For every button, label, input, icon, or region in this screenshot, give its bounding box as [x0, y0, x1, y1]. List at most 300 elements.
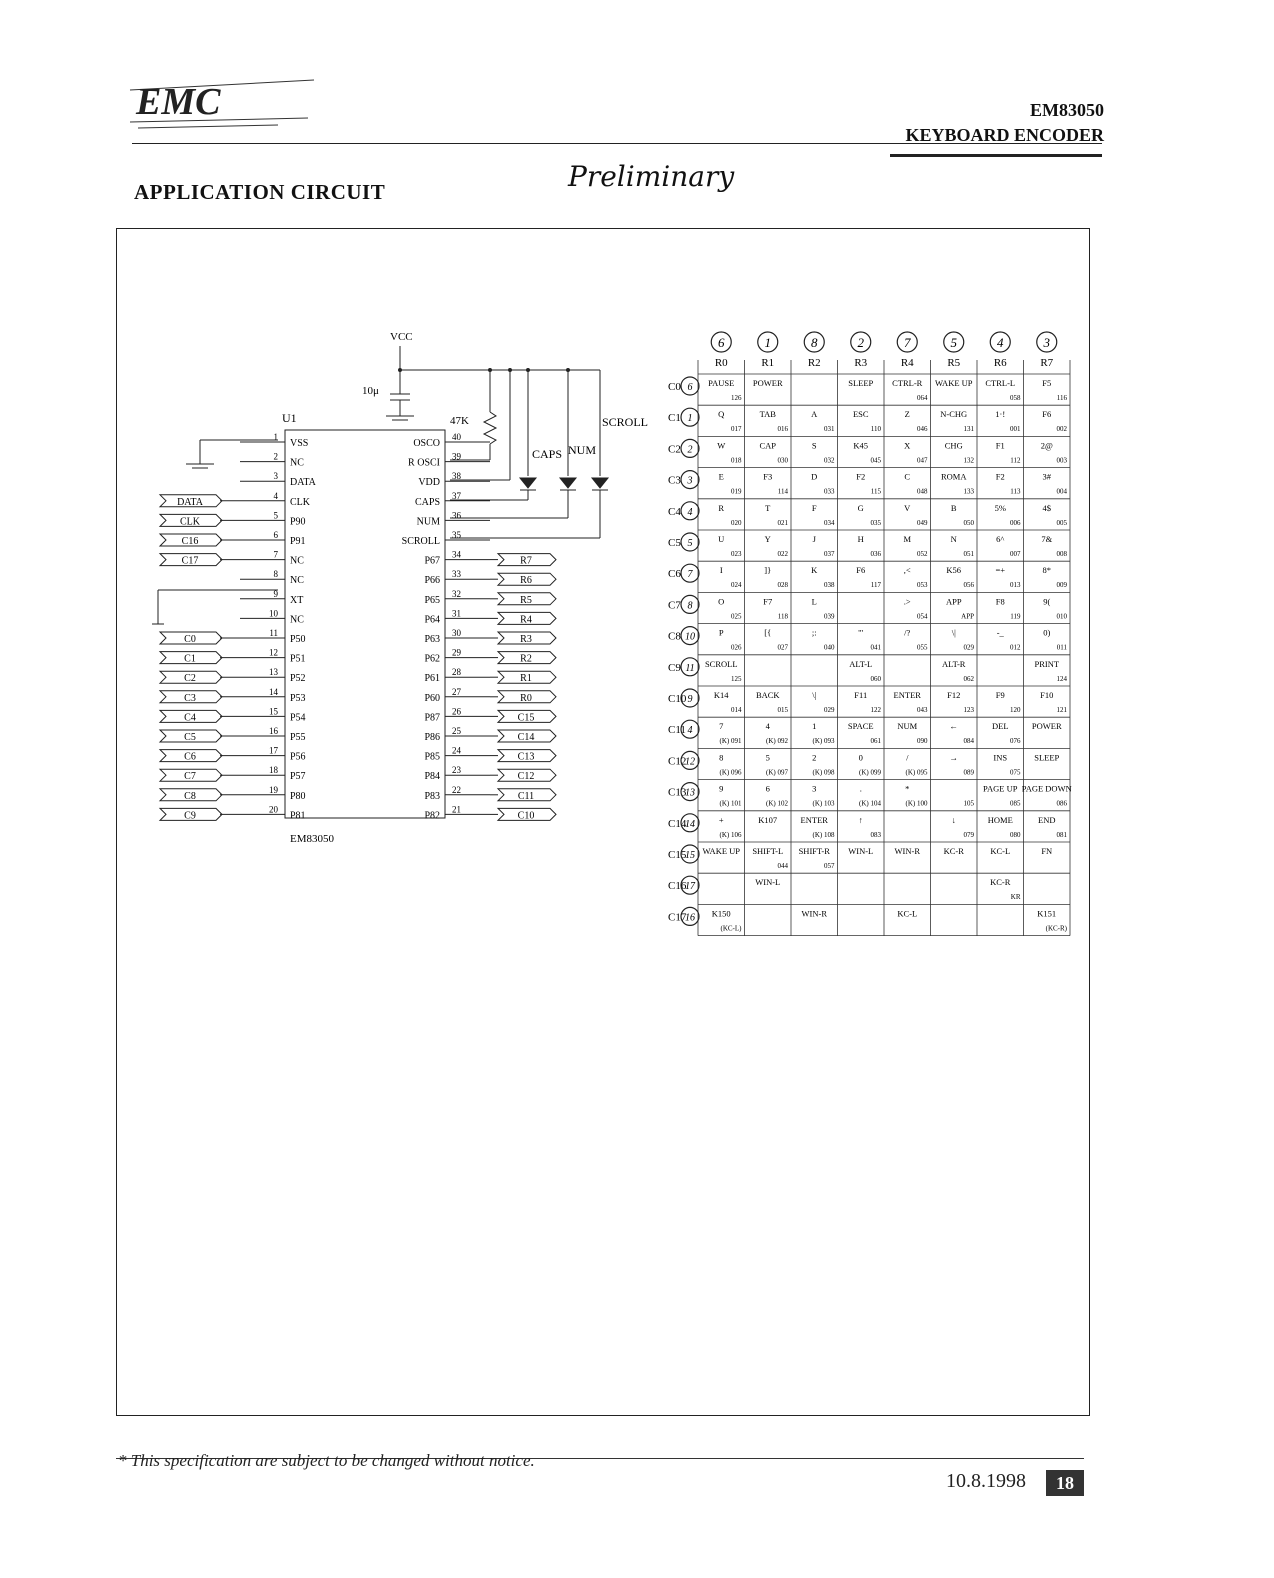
key-code: (K) 098	[812, 768, 835, 777]
pin-number: 22	[452, 784, 461, 795]
pin-number: 33	[452, 569, 461, 580]
row-label: C3	[668, 474, 681, 487]
pin-number: 35	[452, 530, 461, 540]
key-code: 122	[870, 706, 881, 714]
key-name: WIN-L	[848, 846, 874, 856]
row-mark: 6	[687, 382, 693, 393]
key-code: 019	[731, 487, 742, 496]
row-label: C2	[668, 443, 681, 456]
key-code: 119	[1010, 612, 1021, 621]
key-code: 007	[1010, 550, 1021, 558]
net-label: C6	[184, 751, 196, 763]
key-code: 024	[731, 581, 742, 590]
key-name: /?	[904, 627, 911, 638]
column-mark: 2	[857, 335, 864, 350]
key-name: V	[904, 502, 911, 513]
pin-name: NC	[290, 457, 304, 469]
key-code: 047	[917, 456, 928, 465]
key-name: POWER	[752, 378, 783, 388]
net-label: R7	[520, 555, 532, 567]
pin-name: XT	[290, 594, 304, 606]
document-subtitle: KEYBOARD ENCODER	[905, 125, 1104, 145]
key-name: 7&	[1041, 534, 1053, 544]
key-code: 032	[824, 456, 835, 465]
net-label: C13	[517, 751, 535, 763]
key-name: K150	[711, 908, 731, 919]
row-label: C4	[668, 505, 681, 518]
key-code: KR	[1010, 893, 1021, 902]
pin-number: 24	[452, 745, 461, 756]
key-code: 113	[1010, 487, 1021, 496]
key-name: 8	[719, 752, 724, 763]
key-name: K56	[946, 565, 962, 576]
key-code: 116	[1056, 394, 1067, 402]
pin-number: 5	[273, 510, 278, 521]
key-code: 022	[777, 550, 788, 558]
pin-name: P62	[424, 653, 440, 665]
resistor-label: 47K	[450, 415, 469, 427]
key-code: (K) 096	[719, 768, 742, 777]
key-code: 045	[870, 456, 881, 465]
key-name: Q	[718, 409, 725, 420]
pin-number: 10	[269, 608, 278, 619]
pin-name: P86	[424, 732, 440, 743]
key-code: (K) 108	[812, 830, 835, 839]
net-label: C3	[184, 692, 196, 704]
key-name: \|	[951, 627, 956, 638]
key-code: 057	[824, 862, 835, 870]
key-code: 114	[777, 487, 788, 496]
key-name: SCROLL	[704, 658, 738, 669]
key-name: SLEEP	[848, 378, 874, 388]
key-name: POWER	[1031, 721, 1062, 732]
key-name: WIN-L	[755, 877, 781, 888]
key-name: 3	[812, 783, 817, 794]
row-mark: 5	[687, 538, 693, 549]
pin-number: 30	[452, 628, 461, 638]
net-label: R2	[520, 653, 532, 665]
net-label: R5	[520, 594, 532, 606]
key-code: (K) 093	[812, 737, 835, 746]
pin-number: 1	[273, 432, 278, 442]
row-label: C6	[668, 568, 681, 581]
key-code: (K) 106	[719, 830, 742, 839]
key-name: 2	[812, 752, 817, 763]
pin-number: 37	[452, 490, 461, 501]
key-name: M	[903, 534, 912, 544]
key-code: 060	[870, 674, 881, 683]
key-code: 027	[777, 643, 788, 652]
net-label: C14	[517, 732, 535, 743]
key-code: 050	[963, 518, 974, 527]
key-name: K45	[853, 440, 869, 451]
net-label: R0	[520, 692, 532, 704]
key-name: 4$	[1042, 502, 1051, 513]
pin-name: CLK	[290, 496, 310, 508]
key-code: (K) 104	[859, 799, 881, 808]
key-name: \|	[812, 690, 817, 700]
key-name: 8*	[1042, 565, 1051, 576]
row-label: C15	[668, 849, 687, 861]
net-label: C1	[184, 653, 196, 665]
pin-name: OSCO	[413, 438, 440, 449]
pin-name: NUM	[416, 516, 440, 528]
key-name: C	[904, 471, 911, 482]
pin-number: 13	[269, 667, 278, 678]
key-code: 014	[731, 706, 742, 714]
net-label: C9	[184, 810, 196, 822]
key-name: NUM	[897, 721, 918, 732]
vcc-label: VCC	[390, 331, 413, 343]
row-label: C17	[668, 911, 687, 924]
column-mark: 5	[950, 335, 957, 350]
key-code: 004	[1056, 487, 1067, 496]
pin-name: SCROLL	[401, 536, 440, 547]
key-name: *	[905, 783, 910, 794]
key-name: 0)	[1043, 627, 1051, 638]
key-name: F5	[1042, 378, 1052, 388]
chip-reference: U1	[282, 411, 297, 425]
key-name: ROMA	[940, 471, 967, 482]
key-name: 2@	[1040, 440, 1053, 451]
pin-number: 28	[452, 667, 461, 678]
key-name: L	[811, 596, 817, 607]
key-name: SHIFT-R	[798, 846, 830, 856]
pin-name: P85	[424, 751, 440, 763]
key-code: 132	[963, 456, 974, 465]
key-code: 124	[1056, 674, 1067, 683]
row-mark: 9	[687, 694, 693, 705]
net-label: C5	[184, 732, 196, 743]
key-name: ALT-L	[849, 658, 873, 669]
key-code: 029	[963, 643, 974, 652]
key-code: 056	[963, 581, 974, 590]
column-header: R2	[807, 357, 821, 369]
pin-name: P53	[290, 692, 306, 704]
key-code: 009	[1056, 581, 1067, 590]
pin-name: DATA	[290, 477, 316, 489]
key-code: (K) 092	[766, 737, 788, 746]
pin-number: 20	[269, 804, 278, 815]
pin-name: P50	[290, 634, 306, 645]
key-code: 010	[1056, 612, 1067, 621]
key-name: ↓	[951, 814, 956, 825]
key-name: SPACE	[847, 721, 874, 732]
pin-name: P60	[424, 692, 440, 704]
row-label: C8	[668, 630, 681, 643]
key-code: 025	[731, 612, 742, 621]
left-pin-group	[160, 432, 317, 821]
key-code: 012	[1010, 643, 1021, 652]
key-name: 4	[765, 721, 770, 732]
key-name: O	[718, 596, 725, 607]
key-code: 034	[824, 518, 835, 527]
pin-number: 12	[269, 647, 278, 658]
pin-name: P57	[290, 771, 306, 783]
key-name: U	[718, 534, 725, 544]
net-label: C15	[517, 712, 535, 724]
key-code: 061	[870, 737, 881, 746]
key-code: 028	[777, 581, 788, 590]
led-label-caps: CAPS	[532, 447, 563, 461]
pin-number: 8	[273, 569, 278, 580]
net-label: C0	[184, 634, 196, 645]
pin-name: P66	[424, 575, 440, 587]
key-name: APP	[945, 596, 962, 607]
pin-name: P67	[424, 555, 440, 567]
row-label: C12	[668, 755, 687, 768]
pin-number: 25	[452, 726, 461, 736]
pin-name: P51	[290, 653, 306, 665]
row-mark: 1	[687, 413, 693, 425]
emc-logo	[128, 78, 318, 146]
key-code: 123	[963, 706, 974, 714]
key-name: F9	[995, 690, 1005, 700]
key-code: 017	[731, 425, 742, 434]
section-title: APPLICATION CIRCUIT	[134, 180, 386, 204]
row-mark: 17	[685, 881, 695, 893]
key-code: (K) 103	[812, 799, 835, 808]
key-name: F10	[1040, 690, 1054, 700]
key-name: R	[718, 502, 725, 513]
column-mark: 8	[811, 335, 818, 350]
column-header: R7	[1040, 357, 1054, 369]
key-code: 062	[963, 674, 974, 683]
key-code: 086	[1056, 799, 1067, 808]
key-code: 076	[1010, 737, 1021, 746]
footer-date: 10.8.1998	[946, 1470, 1026, 1492]
key-name: F2	[856, 471, 866, 482]
key-name: =+	[995, 565, 1006, 576]
key-code: 121	[1056, 706, 1067, 714]
key-code: 008	[1056, 550, 1067, 558]
key-name: .>	[903, 596, 911, 607]
pin-name: P55	[290, 732, 306, 743]
key-code: 052	[917, 550, 928, 558]
column-mark: 1	[764, 335, 771, 350]
key-name: ↑	[858, 814, 863, 825]
key-name: ;:	[811, 627, 817, 638]
row-label: C11	[668, 724, 686, 737]
key-code: 118	[777, 612, 788, 621]
column-header: R4	[900, 357, 914, 369]
net-label: C8	[184, 790, 196, 802]
row-label: C0	[668, 381, 681, 393]
key-name: '"	[858, 627, 864, 638]
key-name: T	[765, 502, 771, 513]
key-code: 001	[1010, 425, 1021, 434]
key-code: 080	[1010, 830, 1021, 839]
key-name: F3	[763, 471, 773, 482]
key-code: 084	[963, 737, 974, 746]
pin-number: 38	[452, 471, 461, 482]
key-code: 048	[917, 487, 928, 496]
key-code: 055	[917, 643, 928, 652]
pin-name: R OSCI	[408, 457, 440, 469]
pin-number: 18	[269, 765, 278, 776]
key-name: PAUSE	[708, 378, 735, 388]
key-name: TAB	[759, 409, 776, 420]
schematic-diagram	[150, 328, 649, 848]
key-code: 089	[963, 768, 974, 777]
key-name: X	[904, 440, 911, 451]
pin-number: 34	[452, 549, 461, 560]
column-header: R1	[761, 357, 775, 369]
key-name: F12	[947, 690, 961, 700]
key-code: 085	[1010, 799, 1021, 808]
key-code: 036	[870, 550, 881, 558]
key-name: ENTER	[893, 690, 921, 700]
row-label: C1	[668, 412, 681, 425]
key-name: 6	[765, 783, 770, 794]
row-mark: 13	[685, 787, 695, 799]
key-code: 023	[731, 550, 742, 558]
key-code: 030	[777, 456, 788, 465]
pin-name: VDD	[418, 477, 440, 489]
key-name: F6	[1042, 409, 1052, 420]
key-code: 115	[870, 487, 881, 496]
key-code: 054	[917, 612, 928, 621]
key-name: F7	[763, 596, 773, 607]
key-name: 7	[719, 721, 724, 732]
handwritten-note: Preliminary	[568, 160, 735, 193]
row-mark: 3	[687, 475, 693, 487]
row-label: C7	[668, 599, 681, 612]
key-name: FN	[1041, 846, 1053, 856]
pin-number: 36	[452, 510, 461, 521]
row-label: C16	[668, 880, 687, 893]
key-code: 075	[1010, 768, 1021, 777]
pin-number: 29	[452, 647, 461, 658]
key-name: CAP	[759, 440, 777, 451]
key-name: E	[718, 471, 724, 482]
column-header: R5	[947, 357, 961, 369]
key-name: K107	[758, 814, 778, 825]
key-name: B	[950, 502, 957, 513]
key-name: +	[718, 814, 724, 825]
row-label: C13	[668, 786, 687, 799]
key-name: F1	[995, 440, 1005, 451]
key-name: D	[811, 471, 818, 482]
key-name: N-CHG	[940, 409, 968, 420]
net-label: DATA	[177, 496, 203, 508]
key-name: WAKE UP	[934, 378, 973, 388]
key-name: KC-R	[943, 846, 964, 856]
pin-name: NC	[290, 555, 304, 567]
pin-name: P81	[290, 810, 306, 822]
key-name: G	[857, 502, 864, 513]
key-code: (KC-R)	[1045, 924, 1067, 933]
pin-number: 27	[452, 686, 461, 697]
key-name: KC-L	[990, 846, 1011, 856]
key-code: (K) 100	[905, 799, 928, 808]
header-rule-thick	[890, 154, 1102, 157]
pin-name: P63	[424, 634, 440, 645]
key-code: 079	[963, 830, 974, 839]
key-name: 5	[765, 752, 770, 763]
key-code: 037	[824, 550, 835, 558]
key-name: Z	[904, 409, 910, 420]
key-code: APP	[961, 612, 974, 621]
pin-number: 9	[273, 588, 278, 599]
key-name: K151	[1037, 908, 1057, 919]
net-label: R4	[520, 614, 532, 626]
key-code: 021	[777, 518, 788, 527]
key-code: 026	[731, 643, 742, 652]
row-label: C5	[668, 537, 681, 549]
row-mark: 7	[687, 569, 693, 581]
key-code: (K) 095	[905, 768, 928, 777]
key-code: 133	[963, 487, 974, 496]
key-name: WIN-R	[894, 846, 920, 856]
key-name: 3#	[1042, 471, 1051, 482]
key-name: S	[811, 440, 817, 451]
pin-number: 15	[269, 706, 278, 717]
pin-number: 11	[269, 628, 278, 638]
footer-notice: * This specification are subject to be changed without notice.	[118, 1451, 535, 1470]
key-name: 9(	[1043, 596, 1051, 607]
key-name: END	[1038, 814, 1056, 825]
pin-number: 26	[452, 706, 461, 717]
key-name: F	[811, 502, 817, 513]
row-mark: 4	[687, 506, 693, 518]
key-name: F6	[856, 565, 866, 576]
pin-number: 4	[273, 490, 278, 501]
key-name: J	[812, 534, 816, 544]
pin-name: P65	[424, 594, 440, 606]
key-code: 018	[731, 456, 742, 465]
key-name: PAGE UP	[983, 783, 1018, 794]
key-code: (K) 099	[859, 768, 881, 777]
key-name: -_	[996, 627, 1004, 638]
row-label: C9	[668, 661, 681, 674]
page-number: 18	[1046, 1470, 1084, 1496]
pin-name: P82	[424, 810, 440, 822]
row-mark: 10	[685, 631, 695, 643]
key-name: HOME	[987, 814, 1013, 825]
pin-number: 32	[452, 588, 461, 599]
key-name: [{	[764, 627, 772, 638]
key-name: WIN-R	[801, 908, 827, 919]
pin-number: 40	[452, 432, 461, 442]
logo-text: EMC	[136, 81, 221, 123]
key-code: 083	[870, 830, 881, 839]
key-code: 040	[824, 643, 835, 652]
key-name: ENTER	[800, 814, 828, 825]
pin-number: 3	[273, 471, 278, 482]
key-name: SLEEP	[1034, 752, 1060, 763]
pin-number: 39	[452, 451, 461, 462]
key-code: 110	[870, 425, 881, 434]
key-name: INS	[993, 752, 1008, 763]
pin-name: P56	[290, 751, 306, 763]
key-name: .	[859, 783, 862, 794]
row-mark: 15	[685, 850, 695, 861]
net-label: R1	[520, 673, 532, 685]
column-mark: 7	[904, 335, 911, 350]
key-code: 029	[824, 706, 835, 714]
key-name: CTRL-L	[985, 378, 1016, 388]
key-code: (K) 097	[766, 768, 788, 777]
key-name: PRINT	[1034, 658, 1060, 669]
net-label: C17	[181, 555, 199, 567]
key-code: 002	[1056, 425, 1067, 434]
key-code: (K) 102	[766, 799, 788, 808]
key-name: 5%	[994, 502, 1006, 513]
pin-number: 16	[269, 726, 278, 736]
key-code: 126	[731, 394, 742, 402]
key-name: 0	[858, 752, 863, 763]
